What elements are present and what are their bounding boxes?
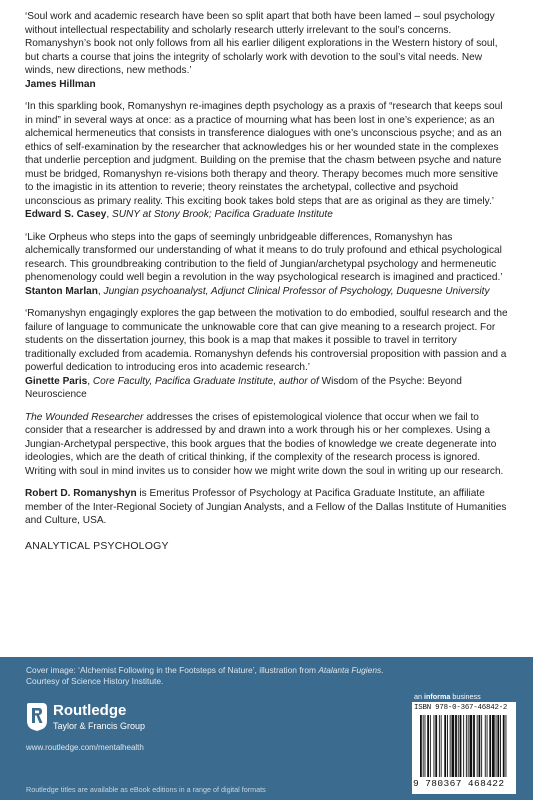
barcode-bar (497, 715, 499, 777)
barcode-bar (496, 715, 497, 777)
barcode-bar (470, 715, 473, 777)
barcode-bar (435, 715, 437, 777)
endorsement-author: Edward S. Casey, SUNY at Stony Brook; Pacifica Graduate Institute (25, 209, 333, 220)
book-description-text: addresses the crises of epistemological violence that occur when we fail to consider that a researcher is addressed by and drawn into a work through his or her complexes. Using a Jungian-Archetypal perspective, this book argues that the bodies of knowledge we create degenerate into ideologies, which are the death of critical thinking, if the complexity of the research process is ignored. Writing with soul in mind invites us to consider how we might write down the soul in writing up our research. (25, 411, 504, 477)
endorsement-2 (25, 100, 509, 222)
barcode-bar (434, 715, 435, 777)
publisher-footer (0, 657, 533, 800)
endorsement-author-name: James Hillman (25, 78, 96, 90)
endorsement-author-name: Ginette Paris (25, 375, 88, 387)
barcode-bar (489, 715, 491, 777)
endorsement-author: Stanton Marlan, Jungian psychoanalyst, Adjunct Clinical Professor of Psychology, Duquesne University (25, 285, 490, 297)
barcode-bar (420, 715, 422, 777)
barcode-bar (479, 715, 481, 777)
publisher-group: Taylor & Francis Group (53, 721, 146, 731)
barcode-bars (420, 715, 512, 777)
ebook-note: Routledge titles are available as eBook editions in a range of digital formats (26, 785, 266, 794)
endorsement-book-title: Wisdom of the Psyche: Beyond Neuroscience (25, 375, 462, 400)
barcode-bar (460, 715, 462, 777)
endorsement-affiliation: Core Faculty, Pacifica Graduate Institute, author of (92, 375, 319, 387)
barcode-bar (463, 715, 464, 777)
author-name: Robert D. Romanyshyn (25, 488, 137, 499)
endorsement-author (25, 78, 509, 92)
endorsement-affiliation: SUNY at Stony Brook; Pacifica Graduate Institute (111, 209, 333, 220)
barcode-bar (450, 715, 451, 777)
book-title: The Wounded Researcher (25, 411, 144, 423)
barcode-bar (492, 715, 495, 777)
publisher-name: Routledge (53, 702, 127, 719)
endorsement-affiliation: Jungian psychoanalyst, Adjunct Clinical Professor of Psychology, Duquesne University (103, 285, 490, 297)
barcode-bar (468, 715, 469, 777)
endorsement-quote: ‘Romanyshyn engagingly explores the gap between the motivation to do embodied, soulful research and the failure of language to communicate the unknowable core that can give meaning to a research project. For students on the dissertation journey, this book is a map that makes it possible to travel in territory traditionally excluded from academia. Romanyshyn defends his controversial proposition with passion and a powerful dedication to introducing eros into academic research.’ (25, 308, 508, 373)
cover-image-credit (26, 665, 506, 687)
barcode-bar (455, 715, 457, 777)
endorsement-quote: ‘Like Orpheus who steps into the gaps of seemingly unbridgeable differences, Romanyshyn has alchemically transformed our understanding of what it means to do truly profound and ethical psychological research. This groundbreaking contribution to the field of Jungian/archetypal psychology and hermeneutic phenomenology could well begin a revolution in the way psychological research is imagined and practiced.’ (25, 231, 503, 283)
informa-wordmark: informa (424, 692, 451, 701)
barcode-bar (425, 715, 426, 777)
back-cover-text (25, 10, 509, 552)
author-bio-text: is Emeritus Professor of Psychology at Pacifica Graduate Institute, an affiliate member of the Inter-Regional Society of Jungian Analysts, and a Fellow of the Dallas Institute of Humanities and Culture, USA. (25, 488, 507, 526)
isbn-label: ISBN 978-0-367-46842-2 (414, 704, 508, 712)
barcode-bar (439, 715, 440, 777)
endorsement-4 (25, 307, 509, 402)
barcode-bar (487, 715, 488, 777)
cover-credit-courtesy: Courtesy of Science History Institute. (26, 676, 164, 686)
isbn-barcode (412, 702, 516, 794)
endorsement-quote: ‘In this sparkling book, Romanyshyn re-imagines depth psychology as a praxis of “research that keeps soul in mind” in several ways at once: as a practice of mourning what has been lost in one’s experience; as an alchemical hermeneutics that consists in transference dialogues with one’s unconscious psyche; and as an ethics of self-examination by the researcher that acknowledges his or her wounded state in the complexes that underlie perception and judgment. Building on the premise that the chasm between psyche and nature must be bridged, Romanyshyn re-visions both therapy and theory. Therapy becomes much more sensitive to the imagistic in its attention to reverie; theory reinstates the archetypal, collective and psychoid unconscious as primary reality. This exciting book takes bold steps that are as original as they are timely.’ (25, 101, 503, 207)
endorsement-author-name: Edward S. Casey (25, 209, 107, 220)
barcode-bar (447, 715, 448, 777)
barcode-bar (430, 715, 431, 777)
barcode-bar (441, 715, 442, 777)
publisher-website: www.routledge.com/mentalhealth (26, 743, 144, 752)
endorsement-author: Ginette Paris, Core Faculty, Pacifica Graduate Institute, author of Wisdom of the Psyche: Beyond Neuroscience (25, 375, 462, 400)
barcode-bar (477, 715, 478, 777)
barcode-bar (427, 715, 429, 777)
informa-prefix: an (414, 692, 424, 701)
endorsement-3 (25, 231, 509, 299)
barcode-bar (458, 715, 459, 777)
barcode-bar (473, 715, 475, 777)
barcode-bar (444, 715, 446, 777)
barcode-bar (452, 715, 455, 777)
barcode-bar (506, 715, 507, 777)
book-description (25, 411, 509, 479)
endorsement-author-name: Stanton Marlan (25, 285, 98, 297)
routledge-logo-icon (26, 701, 48, 731)
barcode-bar (485, 715, 486, 777)
informa-suffix: business (450, 692, 481, 701)
barcode-bar (481, 715, 482, 777)
routledge-logo (26, 700, 226, 740)
endorsement-1 (25, 10, 509, 91)
cover-credit-suffix: . (381, 665, 384, 675)
cover-credit-source: Atalanta Fugiens (318, 665, 382, 675)
subject-category: ANALYTICAL PSYCHOLOGY (25, 539, 169, 552)
barcode-bar (466, 715, 467, 777)
barcode-digits: 9 780367 468422 (413, 778, 505, 789)
informa-business-label (414, 692, 481, 701)
barcode-bar (423, 715, 424, 777)
endorsement-quote: ‘Soul work and academic research have been so split apart that both have been lamed – soul psychology without intellectual respectability and scholarly research utterly irrelevant to the soul’s concerns. Romanyshyn’s book not only follows from all his earlier diligent explorations in the Western history of soul, but charts a course that joins the integrity of scholarly work with devotion to the soul’s vital needs. New winds, new directions, new methods.’ (25, 11, 498, 76)
cover-credit-prefix: Cover image: ‘Alchemist Following in the Footsteps of Nature’, illustration from (26, 665, 319, 675)
barcode-bar (503, 715, 505, 777)
barcode-bar (500, 715, 501, 777)
author-bio (25, 487, 509, 528)
